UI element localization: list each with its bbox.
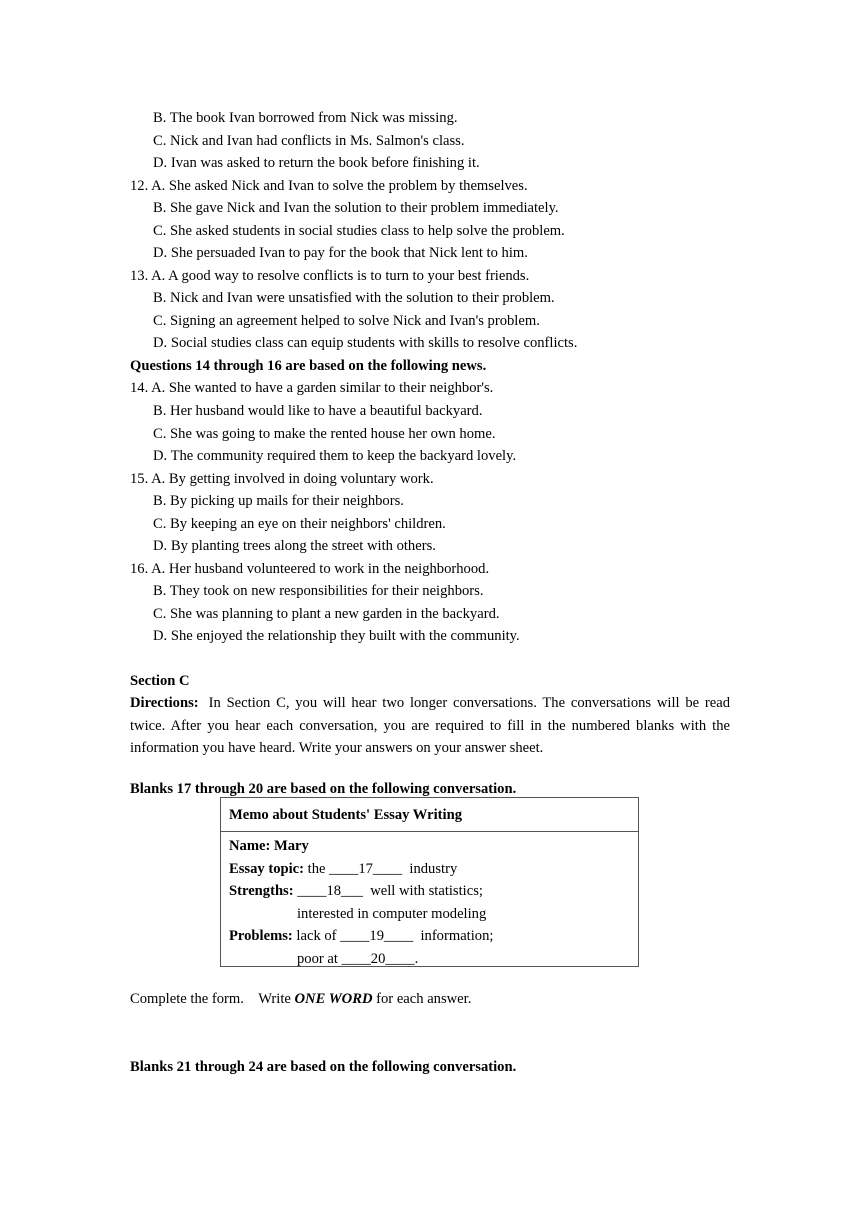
q15-option-c: C. By keeping an eye on their neighbors' children. — [153, 516, 446, 532]
q13-option-a: 13. A. A good way to resolve conflicts is to turn to your best friends. — [130, 268, 530, 284]
problems-line2-pre: poor at — [297, 951, 342, 967]
instruction-post: for each answer. — [372, 991, 472, 1007]
q11-option-c: C. Nick and Ivan had conflicts in Ms. Salmon's class. — [153, 133, 465, 149]
form-instruction — [130, 991, 471, 1008]
memo-table — [220, 797, 639, 967]
section-c-directions — [130, 692, 730, 760]
problems-line2-post: . — [414, 951, 419, 967]
problems-line-2 — [297, 951, 418, 968]
q11-option-d: D. Ivan was asked to return the book before finishing it. — [153, 155, 480, 171]
instruction-pre: Complete the form. Write — [130, 991, 295, 1007]
memo-name: Name: Mary — [229, 838, 309, 854]
memo-problems-row — [229, 928, 493, 945]
q16-option-a: 16. A. Her husband volunteered to work in the neighborhood. — [130, 561, 490, 577]
blank-19: ____19____ — [340, 928, 414, 944]
memo-topic-row — [229, 861, 457, 878]
problems-pre: lack of — [292, 928, 341, 944]
topic-pre: the — [304, 861, 330, 877]
q14-option-d: D. The community required them to keep the backyard lovely. — [153, 448, 517, 464]
q12-option-a: 12. A. She asked Nick and Ivan to solve the problem by themselves. — [130, 178, 528, 194]
memo-strengths-row — [229, 883, 483, 900]
q13-option-c: C. Signing an agreement helped to solve Nick and Ivan's problem. — [153, 313, 540, 329]
q16-option-d: D. She enjoyed the relationship they built with the community. — [153, 628, 520, 644]
q14-option-b: B. Her husband would like to have a beautiful backyard. — [153, 403, 483, 419]
q16-option-c: C. She was planning to plant a new garden in the backyard. — [153, 606, 500, 622]
blank-17: ____17____ — [329, 861, 403, 877]
blank-20: ____20____ — [341, 951, 415, 967]
instruction-emphasis: ONE WORD — [294, 991, 373, 1007]
topic-label: Essay topic: — [229, 861, 304, 877]
directions-label: Directions: — [130, 695, 199, 711]
q14-option-a: 14. A. She wanted to have a garden similar to their neighbor's. — [130, 380, 494, 396]
q14-option-c: C. She was going to make the rented house her own home. — [153, 426, 496, 442]
problems-post: information; — [413, 928, 494, 944]
blank-18: ____18___ — [293, 883, 363, 899]
q15-option-d: D. By planting trees along the street with others. — [153, 538, 436, 554]
topic-post: industry — [402, 861, 458, 877]
blanks-21-heading: Blanks 21 through 24 are based on the following conversation. — [130, 1059, 517, 1075]
strengths-post: well with statistics; — [362, 883, 483, 899]
problems-label: Problems: — [229, 928, 293, 944]
q16-option-b: B. They took on new responsibilities for their neighbors. — [153, 583, 484, 599]
q13-option-b: B. Nick and Ivan were unsatisfied with the solution to their problem. — [153, 290, 555, 306]
section-c-title: Section C — [130, 673, 190, 689]
q12-option-d: D. She persuaded Ivan to pay for the book that Nick lent to him. — [153, 245, 528, 261]
strengths-line-2: interested in computer modeling — [297, 906, 487, 922]
blanks-17-heading: Blanks 17 through 20 are based on the following conversation. — [130, 781, 517, 797]
q15-option-a: 15. A. By getting involved in doing voluntary work. — [130, 471, 434, 487]
directions-text: In Section C, you will hear two longer conversations. The conversations will be read twice. After you hear each conversation, you are required to fill in the numbered blanks with the information you have heard. Write your answers on your answer sheet. — [130, 695, 730, 756]
q13-option-d: D. Social studies class can equip students with skills to resolve conflicts. — [153, 335, 578, 351]
q15-option-b: B. By picking up mails for their neighbors. — [153, 493, 404, 509]
q11-option-b: B. The book Ivan borrowed from Nick was missing. — [153, 110, 458, 126]
q12-option-c: C. She asked students in social studies class to help solve the problem. — [153, 223, 565, 239]
news-section-heading: Questions 14 through 16 are based on the following news. — [130, 358, 487, 374]
memo-title: Memo about Students' Essay Writing — [221, 798, 638, 832]
strengths-label: Strengths: — [229, 883, 294, 899]
q12-option-b: B. She gave Nick and Ivan the solution to their problem immediately. — [153, 200, 559, 216]
